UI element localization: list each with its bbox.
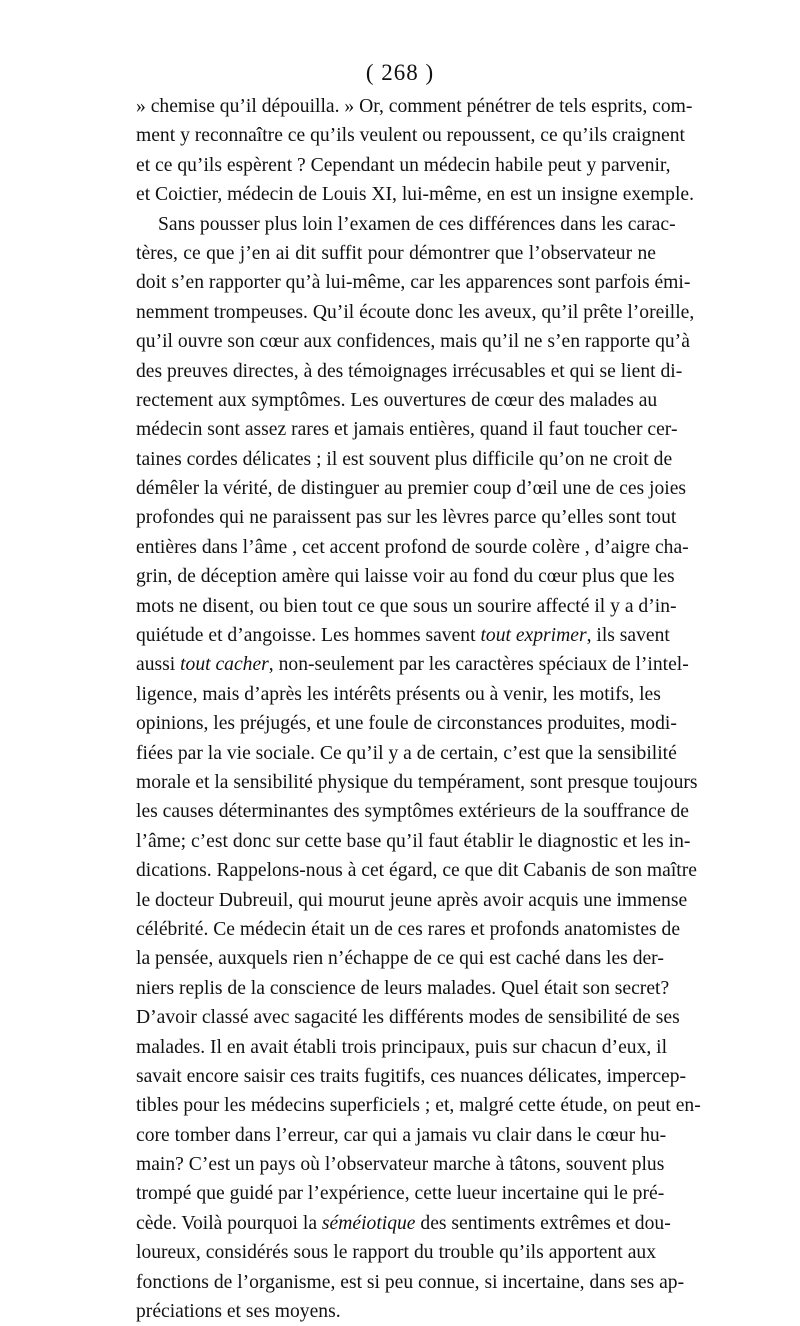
text-line: le docteur Dubreuil, qui mourut jeune après avoir acquis une immense bbox=[136, 889, 688, 911]
text-line: » chemise qu’il dépouilla. » Or, comment pénétrer de tels esprits, com- bbox=[136, 96, 693, 117]
text-line: tibles pour les médecins superficiels ; et, malgré cette étude, on peut en- bbox=[136, 1095, 701, 1117]
text-line: et Coictier, médecin de Louis XI, lui-même, en est un insigne exemple. bbox=[136, 184, 695, 206]
text-line: qu’il ouvre son cœur aux confidences, mais qu’il ne s’en rapporte qu’à bbox=[136, 331, 690, 353]
text-line: rectement aux symptômes. Les ouvertures de cœur des malades au bbox=[136, 389, 658, 411]
text-line: malades. Il en avait établi trois principaux, puis sur chacun d’eux, il bbox=[136, 1036, 668, 1058]
italic-phrase: séméiotique bbox=[321, 1212, 416, 1234]
text-line: cède. Voilà pourquoi la séméiotique des sentiments extrêmes et dou- bbox=[136, 1212, 671, 1234]
text-line: opinions, les préjugés, et une foule de circonstances produites, modi- bbox=[136, 713, 677, 735]
text-line: niers replis de la conscience de leurs malades. Quel était son secret? bbox=[136, 977, 670, 999]
text-line: démêler la vérité, de distinguer au premier coup d’œil une de ces joies bbox=[136, 478, 687, 500]
text-line: l’âme; c’est donc sur cette base qu’il faut établir le diagnostic et les in- bbox=[136, 830, 691, 852]
text-line: fiées par la vie sociale. Ce qu’il y a de certain, c’est que la sensibilité bbox=[136, 742, 677, 764]
text-line: tères, ce que j’en ai dit suffit pour démontrer que l’observateur ne bbox=[136, 242, 656, 264]
text-line: fonctions de l’organisme, est si peu connue, si incertaine, dans ses ap- bbox=[136, 1271, 685, 1293]
text-line: préciations et ses moyens. bbox=[136, 1301, 341, 1323]
text-line: trompé que guidé par l’expérience, cette lueur incertaine qui le pré- bbox=[136, 1183, 665, 1205]
text-line: et ce qu’ils espèrent ? Cependant un médecin habile peut y parvenir, bbox=[136, 154, 671, 176]
text-line: dications. Rappelons-nous à cet égard, ce que dit Cabanis de son maître bbox=[136, 860, 697, 882]
text-line: doit s’en rapporter qu’à lui-même, car les apparences sont parfois émi- bbox=[136, 272, 691, 294]
text-line: main? C’est un pays où l’observateur marche à tâtons, souvent plus bbox=[136, 1154, 665, 1176]
text-line: loureux, considérés sous le rapport du trouble qu’ils apportent aux bbox=[136, 1242, 656, 1264]
text-line: savait encore saisir ces traits fugitifs, ces nuances délicates, impercep- bbox=[136, 1065, 687, 1087]
text-line: nemment trompeuses. Qu’il écoute donc les aveux, qu’il prête l’oreille, bbox=[136, 301, 695, 323]
text-line: ligence, mais d’après les intérêts présents ou à venir, les motifs, les bbox=[136, 683, 661, 705]
italic-phrase: tout cacher bbox=[180, 654, 269, 676]
text-line: grin, de déception amère qui laisse voir au fond du cœur plus que les bbox=[136, 566, 675, 588]
paragraph-start-line: Sans pousser plus loin l’examen de ces différences dans les carac- bbox=[158, 213, 676, 235]
text-line: profondes qui ne paraissent pas sur les lèvres parce qu’elles sont tout bbox=[136, 507, 677, 529]
text-line: les causes déterminantes des symptômes extérieurs de la souffrance de bbox=[136, 801, 689, 823]
italic-phrase: tout exprimer bbox=[480, 625, 587, 647]
text-line: aussi tout cacher, non-seulement par les caractères spéciaux de l’intel- bbox=[136, 654, 689, 676]
text-line: ment y reconnaître ce qu’ils veulent ou repoussent, ce qu’ils craignent bbox=[136, 125, 685, 147]
text-line: célébrité. Ce médecin était un de ces rares et profonds anatomistes de bbox=[136, 918, 681, 940]
text-line: mots ne disent, ou bien tout ce que sous un sourire affecté il y a d’in- bbox=[136, 595, 677, 617]
text-line: D’avoir classé avec sagacité les différents modes de sensibilité de ses bbox=[136, 1007, 680, 1029]
body-text bbox=[136, 92, 701, 1326]
page-number: ( 268 ) bbox=[365, 60, 435, 85]
text-line: la pensée, auxquels rien n’échappe de ce qui est caché dans les der- bbox=[136, 948, 664, 970]
text-line: quiétude et d’angoisse. Les hommes savent tout exprimer, ils savent bbox=[136, 625, 670, 647]
text-line: des preuves directes, à des témoignages irrécusables et qui se lient di- bbox=[136, 360, 683, 382]
text-line: taines cordes délicates ; il est souvent plus difficile qu’on ne croit de bbox=[136, 448, 673, 470]
text-line: médecin sont assez rares et jamais entières, quand il faut toucher cer- bbox=[136, 419, 678, 441]
text-line: entières dans l’âme , cet accent profond de sourde colère , d’aigre cha- bbox=[136, 536, 689, 558]
text-line: core tomber dans l’erreur, car qui a jamais vu clair dans le cœur hu- bbox=[136, 1124, 667, 1146]
text-line: morale et la sensibilité physique du tempérament, sont presque toujours bbox=[136, 771, 698, 793]
